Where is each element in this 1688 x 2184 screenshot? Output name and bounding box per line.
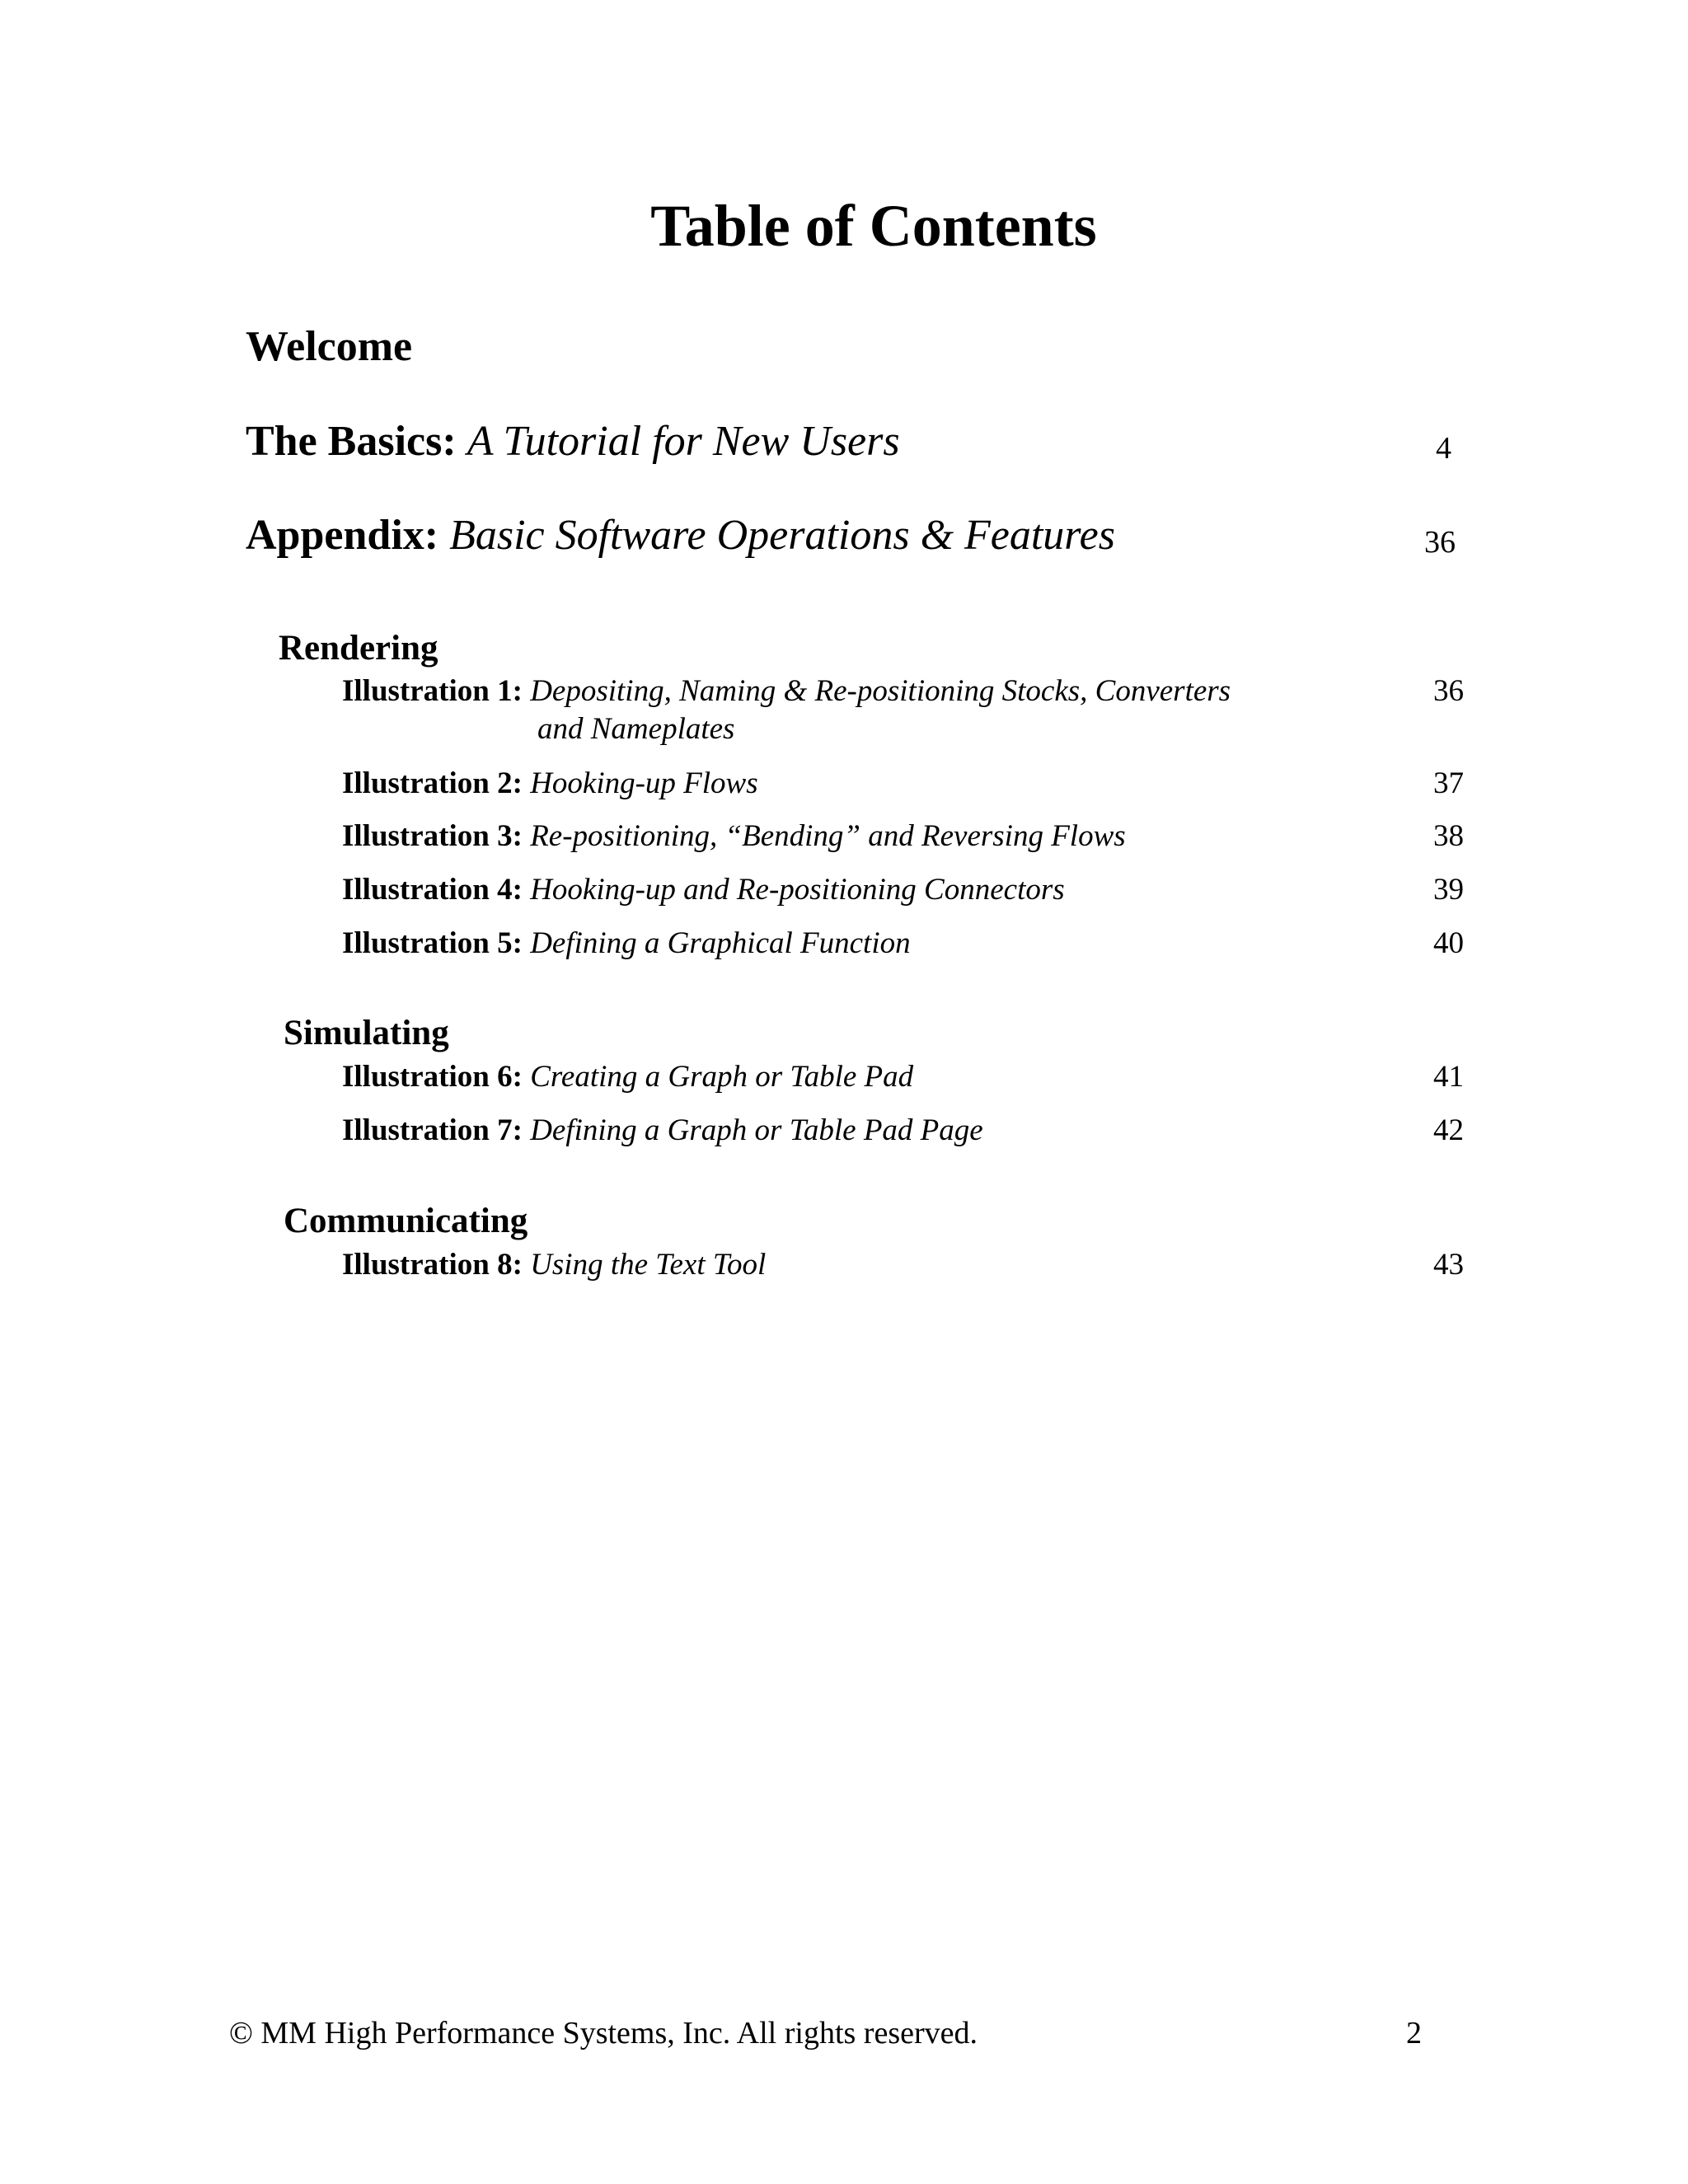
toc-entry-label: Welcome <box>246 323 413 370</box>
page-title: Table of Contents <box>650 193 1097 259</box>
footer-copyright: © MM High Performance Systems, Inc. All rights reserved. <box>229 2016 978 2050</box>
illustration-page: 43 <box>1433 1248 1464 1282</box>
toc-item-illustration-8[interactable] <box>342 1249 766 1280</box>
footer-page-number: 2 <box>1406 2016 1422 2050</box>
illustration-label: Illustration 5: <box>342 926 523 960</box>
illustration-page: 41 <box>1433 1060 1464 1094</box>
illustration-page: 39 <box>1433 873 1464 907</box>
toc-entry-basics[interactable] <box>246 420 900 463</box>
toc-entry-page: 4 <box>1436 431 1451 466</box>
toc-item-illustration-4[interactable] <box>342 874 1065 905</box>
illustration-page: 40 <box>1433 926 1464 960</box>
illustration-page: 42 <box>1433 1113 1464 1147</box>
illustration-text-continued: and Nameplates <box>537 712 735 746</box>
illustration-label: Illustration 4: <box>342 873 523 907</box>
illustration-page: 37 <box>1433 766 1464 800</box>
illustration-page: 38 <box>1433 819 1464 853</box>
toc-entry-welcome[interactable] <box>246 323 413 370</box>
illustration-text: Defining a Graphical Function <box>530 926 911 960</box>
section-heading-rendering: Rendering <box>279 629 438 668</box>
toc-entry-page: 36 <box>1424 525 1456 560</box>
illustration-text: Defining a Graph or Table Pad Page <box>530 1113 983 1147</box>
toc-entry-appendix[interactable] <box>246 514 1115 557</box>
illustration-label: Illustration 1: <box>342 674 523 708</box>
toc-item-illustration-2[interactable] <box>342 768 758 799</box>
toc-item-illustration-6[interactable] <box>342 1062 913 1092</box>
illustration-text: Depositing, Naming & Re-positioning Stocks, Converters <box>530 674 1231 708</box>
toc-entry-subtitle: A Tutorial for New Users <box>467 418 900 465</box>
toc-item-illustration-7[interactable] <box>342 1115 983 1146</box>
section-heading-simulating: Simulating <box>284 1014 449 1052</box>
toc-entry-label: Appendix: <box>246 512 439 559</box>
illustration-label: Illustration 2: <box>342 766 523 800</box>
illustration-page: 36 <box>1433 674 1464 708</box>
illustration-text: Re-positioning, “Bending” and Reversing Flows <box>530 819 1126 853</box>
toc-entry-label: The Basics: <box>246 418 457 465</box>
illustration-text: Using the Text Tool <box>530 1248 767 1282</box>
toc-item-illustration-1[interactable] <box>342 676 1231 706</box>
illustration-label: Illustration 8: <box>342 1248 523 1282</box>
illustration-label: Illustration 3: <box>342 819 523 853</box>
illustration-text: Creating a Graph or Table Pad <box>530 1060 914 1094</box>
toc-item-illustration-3[interactable] <box>342 821 1126 851</box>
illustration-text: Hooking-up Flows <box>530 766 758 800</box>
illustration-label: Illustration 6: <box>342 1060 523 1094</box>
section-heading-communicating: Communicating <box>284 1202 528 1240</box>
toc-entry-subtitle: Basic Software Operations & Features <box>449 512 1115 559</box>
illustration-label: Illustration 7: <box>342 1113 523 1147</box>
illustration-text: Hooking-up and Re-positioning Connectors <box>530 873 1065 907</box>
toc-item-illustration-5[interactable] <box>342 928 911 958</box>
